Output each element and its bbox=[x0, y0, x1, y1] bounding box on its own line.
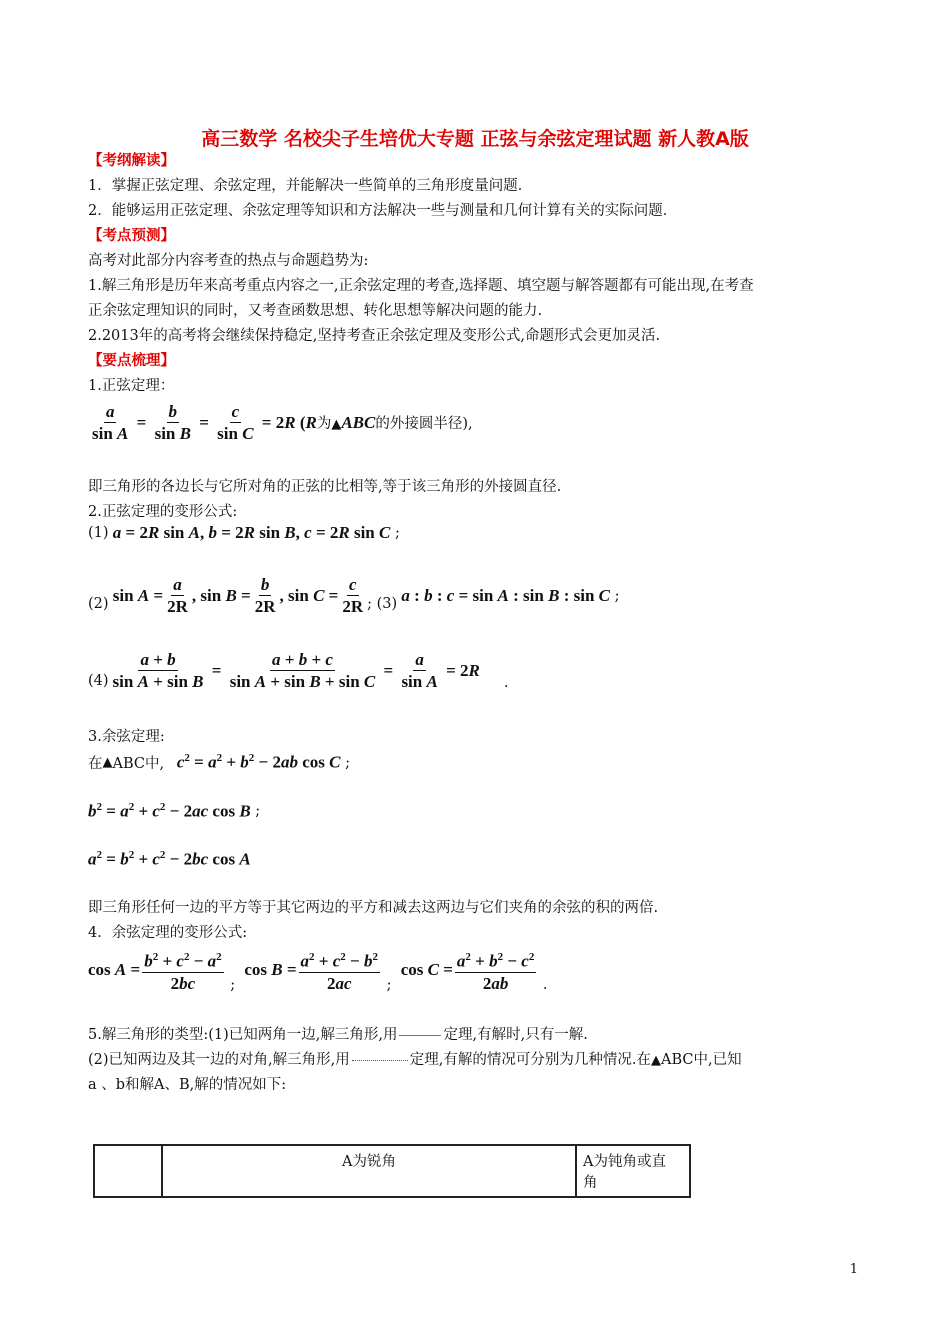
types-line-2a: (2)已知两边及其一边的对角,解三角形,用 bbox=[88, 1052, 350, 1068]
kaodian-item-1a: 1.解三角形是历年来高考重点内容之一,正余弦定理的考查,选择题、填空题与解答题都有可能出现,在考查 bbox=[88, 278, 754, 294]
sine-law-note-pre: 为 bbox=[316, 416, 332, 432]
sine-variant-heading: 2.正弦定理的变形公式: bbox=[88, 504, 238, 520]
document-title: 高三数学 名校尖子生培优大专题 正弦与余弦定理试题 新人教A版 bbox=[201, 128, 749, 150]
sine-variant-1: (1) a = 2R sin A, b = 2R sin B, c = 2R sin C ; bbox=[88, 523, 400, 542]
cosine-variant-formulas: cos A = $\frac{b^2 + c^2 - a^2}{2bc}$ ; cos B = $\frac{a^2 + c^2 - b^2}{2ac}$ ; cos C = $\frac{a^2 + b^2 - c^2}{2ab}$ . bbox=[88, 948, 548, 993]
cosine-law-heading: 3.余弦定理: bbox=[88, 729, 165, 745]
types-line-2 bbox=[88, 1050, 742, 1071]
kaogang-item-1: 1．掌握正弦定理、余弦定理，并能解决一些简单的三角形度量问题． bbox=[88, 178, 533, 194]
kaodian-intro: 高考对此部分内容考查的热点与命题趋势为: bbox=[88, 253, 369, 269]
sine-variant-2-3: (2) sin A = $\frac{a}{2R}$ , sin B = $\frac{b}{2R}$ , sin C = $\frac{c}{2R}$ ; (3) a : b : c = sin A : sin B : sin C ; bbox=[88, 575, 620, 616]
sine-law-heading: 1.正弦定理： bbox=[88, 378, 175, 394]
triangle-symbol: ▲ bbox=[650, 1053, 661, 1068]
label-4: (4) bbox=[88, 673, 109, 689]
sine-law-formula: $\frac{a}{\text{sin A}}$ = $\frac{b}{\text{sin B}}$ = $\frac{c}{\text{sin C}}$ = 2R (R 为 ▲ABC 的外接圆半径), bbox=[92, 402, 473, 443]
section-heading-kaogang: 【考纲解读】 bbox=[88, 153, 175, 169]
sine-variant-4: (4) $\frac{a + b}{\text{sin A + sin B}}$ = $\frac{a + b + c}{\text{sin A + sin B + sin C}}$ = $\frac{a}{\text{sin A}}$ = 2R . bbox=[88, 650, 509, 691]
cosine-prefix: 在 bbox=[88, 756, 103, 772]
table-cell-empty bbox=[94, 1145, 162, 1197]
types-line-2b: 定理,有解的情况可分别为几种情况.在 bbox=[409, 1052, 651, 1068]
page-number: 1 bbox=[849, 1262, 858, 1277]
label-2: (2) bbox=[88, 596, 109, 612]
table-cell-acute: A为锐角 bbox=[162, 1145, 576, 1197]
kaodian-item-1b: 正余弦定理知识的同时，又考查函数思想、转化思想等解决问题的能力. bbox=[88, 303, 543, 319]
section-heading-yaodian: 【要点梳理】 bbox=[88, 353, 175, 369]
cosine-law-a: $a^2 = b^2 + c^2 - 2bc$ cos A bbox=[88, 849, 251, 869]
blank-1 bbox=[399, 1035, 441, 1036]
table-row bbox=[94, 1145, 690, 1197]
table-cell-obtuse-line1: A为钝角或直 bbox=[583, 1154, 666, 1170]
label-1: (1) bbox=[88, 525, 109, 541]
types-line-2c: ABC中,已知 bbox=[660, 1052, 742, 1068]
sine-law-note-post: 的外接圆半径), bbox=[375, 416, 473, 432]
types-line-1a: 5.解三角形的类型:(1)已知两角一边,解三角形,用 bbox=[88, 1027, 398, 1043]
cosine-law-c: 在 ▲ ABC中, $c^2 = a^2 + b^2 - 2ab$ cos C ; bbox=[88, 752, 350, 772]
solution-cases-table bbox=[93, 1144, 691, 1198]
table-cell-obtuse bbox=[576, 1145, 690, 1197]
section-heading-kaodian: 【考点预测】 bbox=[88, 228, 175, 244]
types-line-3: a 、b和解A、B,解的情况如下: bbox=[88, 1077, 287, 1093]
blank-2 bbox=[352, 1060, 408, 1061]
label-3: ; (3) bbox=[367, 596, 398, 612]
cosine-law-explain: 即三角形任何一边的平方等于其它两边的平方和减去这两边与它们夹角的余弦的积的两倍. bbox=[88, 900, 659, 916]
table-cell-obtuse-line2: 角 bbox=[583, 1175, 598, 1191]
sine-law-explain: 即三角形的各边长与它所对角的正弦的比相等,等于该三角形的外接圆直径. bbox=[88, 479, 562, 495]
types-line-1 bbox=[88, 1025, 588, 1045]
cosine-law-b: $b^2 = a^2 + c^2 - 2ac$ cos B ; bbox=[88, 801, 261, 821]
cosine-variant-heading: 4．余弦定理的变形公式: bbox=[88, 925, 248, 941]
kaogang-item-2: 2．能够运用正弦定理、余弦定理等知识和方法解决一些与测量和几何计算有关的实际问题． bbox=[88, 203, 678, 219]
kaodian-item-2: 2.2013年的高考将会继续保持稳定,坚持考查正余弦定理及变形公式,命题形式会更加灵活. bbox=[88, 328, 661, 344]
cosine-abc: ABC中, bbox=[112, 756, 165, 772]
types-line-1b: 定理,有解时,只有一解. bbox=[443, 1027, 588, 1043]
